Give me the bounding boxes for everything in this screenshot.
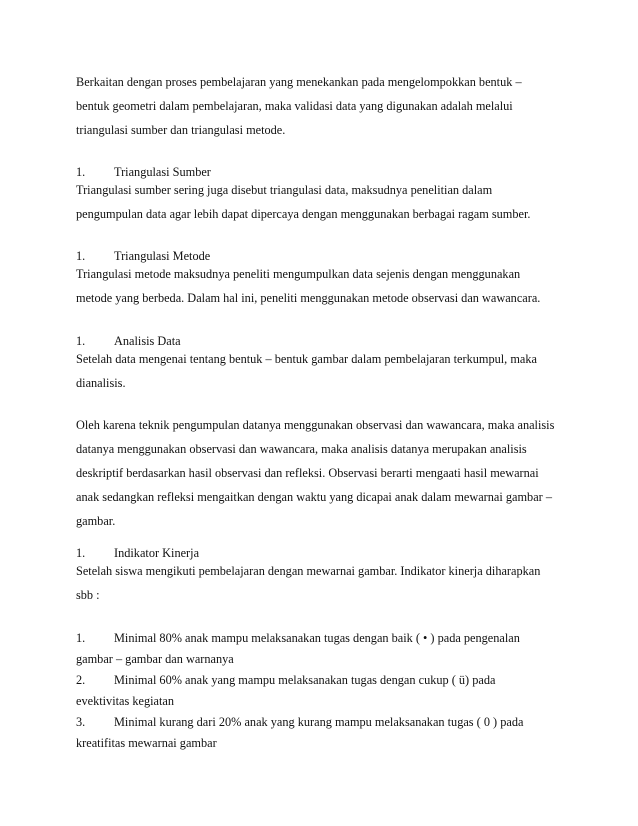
body-line: pengumpulan data agar lebih dapat dipercaya dengan menggunakan berbagai ragam sumber. [76,207,531,221]
paragraph-line: gambar. [76,514,116,528]
list-item [76,672,495,688]
intro-line: triangulasi sumber dan triangulasi metode. [76,123,286,137]
body-line: Triangulasi sumber sering juga disebut triangulasi data, maksudnya penelitian dalam [76,183,493,197]
section-title: Triangulasi Sumber [114,165,211,179]
list-text: Minimal kurang dari 20% anak yang kurang mampu melaksanakan tugas ( 0 ) pada [114,715,524,729]
body-line: dianalisis. [76,376,126,390]
section-number: 1. [76,165,86,179]
paragraph-line: anak sedangkan refleksi mengaitkan dengan waktu yang dicapai anak dalam mewarnai gambar – [76,490,552,504]
list-text: Minimal 60% anak yang mampu melaksanakan tugas dengan cukup ( ü) pada [114,673,496,687]
section-title: Triangulasi Metode [114,249,211,263]
list-item-continuation: kreatifitas mewarnai gambar [76,736,217,750]
list-number: 2. [76,673,86,687]
section-number: 1. [76,546,86,560]
paragraph-line: deskriptif berdasarkan hasil observasi dan refleksi. Observasi berarti mengaati hasil mewarnai [76,466,539,480]
list-item [76,630,520,646]
intro-line: Berkaitan dengan proses pembelajaran yang menekankan pada mengelompokkan bentuk – [76,75,522,89]
list-item-continuation: gambar – gambar dan warnanya [76,652,234,666]
intro-line: bentuk geometri dalam pembelajaran, maka validasi data yang digunakan adalah melalui [76,99,513,113]
list-number: 3. [76,715,86,729]
list-number: 1. [76,631,86,645]
section-heading-triangulasi-metode [76,248,210,264]
body-line: Triangulasi metode maksudnya peneliti mengumpulkan data sejenis dengan menggunakan [76,267,521,281]
list-item-continuation: evektivitas kegiatan [76,694,174,708]
section-number: 1. [76,334,86,348]
list-item [76,714,523,730]
section-title: Indikator Kinerja [114,546,200,560]
list-text: Minimal 80% anak mampu melaksanakan tugas dengan baik ( • ) pada pengenalan [114,631,520,645]
paragraph-line: datanya menggunakan observasi dan wawancara, maka analisis datanya merupakan analisis [76,442,527,456]
section-heading-indikator-kinerja [76,545,199,561]
section-heading-analisis-data [76,333,181,349]
body-line: metode yang berbeda. Dalam hal ini, peneliti menggunakan metode observasi dan wawancara. [76,291,541,305]
body-line: Setelah data mengenai tentang bentuk – bentuk gambar dalam pembelajaran terkumpul, maka [76,352,537,366]
body-line: sbb : [76,588,100,602]
paragraph-line: Oleh karena teknik pengumpulan datanya menggunakan observasi dan wawancara, maka analisis [76,418,555,432]
section-title: Analisis Data [114,334,181,348]
section-heading-triangulasi-sumber [76,164,211,180]
section-number: 1. [76,249,86,263]
body-line: Setelah siswa mengikuti pembelajaran dengan mewarnai gambar. Indikator kinerja diharapkan [76,564,541,578]
